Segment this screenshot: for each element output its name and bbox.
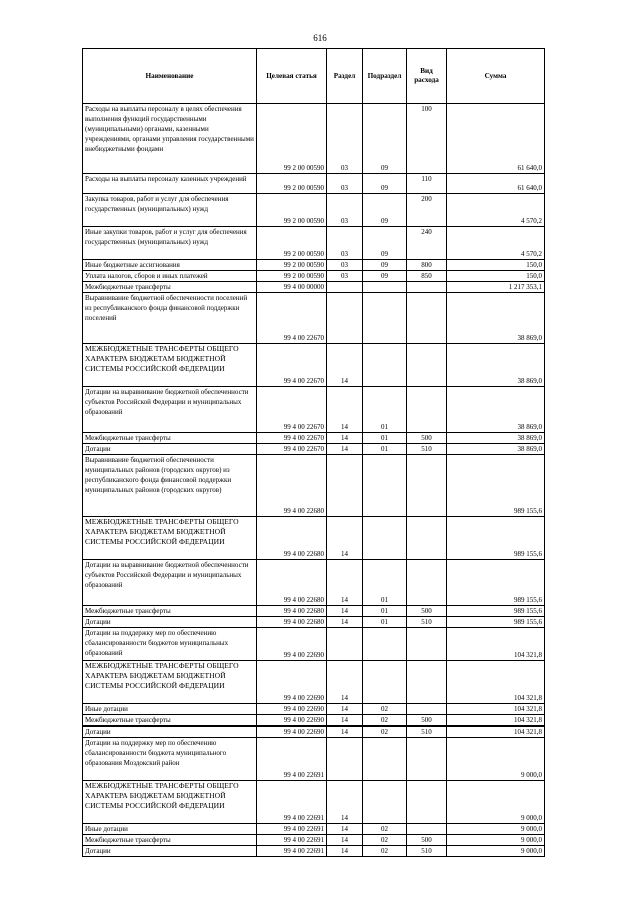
row-subsection	[363, 628, 407, 661]
row-target: 99 4 00 22691	[257, 781, 327, 824]
row-subsection: 01	[363, 433, 407, 444]
row-sum: 104 321,8	[447, 726, 545, 738]
budget-table	[82, 48, 545, 857]
table-row	[83, 738, 545, 781]
row-target: 99 4 00 22691	[257, 835, 327, 846]
table-row	[83, 387, 545, 433]
row-section: 14	[327, 715, 363, 727]
table-row	[83, 715, 545, 727]
row-sum: 38 869,0	[447, 344, 545, 387]
row-type	[407, 293, 447, 344]
row-name: Дотации	[83, 444, 257, 455]
row-name: Уплата налогов, сборов и иных платежей	[83, 271, 257, 282]
table-row	[83, 846, 545, 857]
row-sum: 4 570,2	[447, 227, 545, 260]
row-subsection: 09	[363, 227, 407, 260]
row-section: 14	[327, 781, 363, 824]
row-target: 99 4 00 22690	[257, 715, 327, 727]
row-target: 99 2 00 00590	[257, 260, 327, 271]
row-subsection: 02	[363, 704, 407, 715]
header-type: Вид расхода	[407, 49, 447, 104]
row-name: Межбюджетные трансферты	[83, 606, 257, 617]
row-subsection: 02	[363, 846, 407, 857]
table-row	[83, 174, 545, 194]
row-name: Иные бюджетные ассигнования	[83, 260, 257, 271]
row-section: 14	[327, 617, 363, 628]
row-target: 99 4 00 22690	[257, 628, 327, 661]
row-target: 99 4 00 22670	[257, 344, 327, 387]
row-name: МЕЖБЮДЖЕТНЫЕ ТРАНСФЕРТЫ ОБЩЕГО ХАРАКТЕРА БЮДЖЕТАМ БЮДЖЕТНОЙ СИСТЕМЫ РОССИЙСКОЙ ФЕДЕРАЦИИ	[83, 781, 257, 824]
table-row	[83, 433, 545, 444]
table-row	[83, 260, 545, 271]
row-type	[407, 738, 447, 781]
table-row	[83, 194, 545, 227]
row-subsection: 02	[363, 726, 407, 738]
row-subsection	[363, 738, 407, 781]
table-row	[83, 293, 545, 344]
row-target: 99 2 00 00590	[257, 194, 327, 227]
table-row	[83, 560, 545, 606]
row-type: 510	[407, 617, 447, 628]
row-name: Дотации	[83, 846, 257, 857]
row-name: Межбюджетные трансферты	[83, 715, 257, 727]
header-subsection: Подраздел	[363, 49, 407, 104]
row-type: 510	[407, 444, 447, 455]
row-subsection: 02	[363, 835, 407, 846]
row-target: 99 4 00 22690	[257, 704, 327, 715]
row-subsection	[363, 781, 407, 824]
row-name: Расходы на выплаты персоналу в целях обеспечения выполнения функций государственными (муниципальными) органами, казенными учреждениями, органами управления государственными внебюджетными фондами	[83, 104, 257, 174]
table-row	[83, 606, 545, 617]
row-subsection: 09	[363, 260, 407, 271]
row-sum: 104 321,8	[447, 715, 545, 727]
table-row	[83, 444, 545, 455]
row-name: Иные закупки товаров, работ и услуг для обеспечения государственных (муниципальных) нужд	[83, 227, 257, 260]
row-name: Выравнивание бюджетной обеспеченности поселений из республиканского фонда финансовой поддержки поселений	[83, 293, 257, 344]
row-name: Дотации на поддержку мер по обеспечению сбалансированности бюджета муниципального образования Моздокский район	[83, 738, 257, 781]
row-type	[407, 517, 447, 560]
row-target: 99 4 00 22680	[257, 455, 327, 517]
row-name: Дотации на поддержку мер по обеспечению сбалансированности бюджетов муниципальных образований	[83, 628, 257, 661]
row-name: Закупка товаров, работ и услуг для обеспечения государственных (муниципальных) нужд	[83, 194, 257, 227]
row-target: 99 2 00 00590	[257, 227, 327, 260]
header-sum: Сумма	[447, 49, 545, 104]
row-target: 99 4 00 22691	[257, 846, 327, 857]
row-section: 14	[327, 344, 363, 387]
row-section: 14	[327, 824, 363, 835]
row-sum: 104 321,8	[447, 661, 545, 704]
header-target: Целевая статья	[257, 49, 327, 104]
row-sum: 1 217 353,1	[447, 282, 545, 293]
table-row	[83, 824, 545, 835]
row-type: 500	[407, 835, 447, 846]
row-sum: 9 000,0	[447, 738, 545, 781]
row-sum: 989 155,6	[447, 617, 545, 628]
row-type	[407, 628, 447, 661]
row-type	[407, 387, 447, 433]
row-type: 100	[407, 104, 447, 174]
row-name: Расходы на выплаты персоналу казенных учреждений	[83, 174, 257, 194]
row-name: Межбюджетные трансферты	[83, 835, 257, 846]
row-section: 14	[327, 726, 363, 738]
table-row	[83, 835, 545, 846]
row-target: 99 4 00 22670	[257, 433, 327, 444]
row-type	[407, 661, 447, 704]
row-target: 99 4 00 22680	[257, 606, 327, 617]
row-sum: 38 869,0	[447, 444, 545, 455]
row-subsection: 01	[363, 617, 407, 628]
row-name: Дотации на выравнивание бюджетной обеспеченности субъектов Российской Федерации и муниципальных образований	[83, 560, 257, 606]
row-subsection: 02	[363, 824, 407, 835]
row-type: 510	[407, 846, 447, 857]
row-section: 14	[327, 704, 363, 715]
row-section: 14	[327, 606, 363, 617]
row-subsection	[363, 293, 407, 344]
row-name: МЕЖБЮДЖЕТНЫЕ ТРАНСФЕРТЫ ОБЩЕГО ХАРАКТЕРА БЮДЖЕТАМ БЮДЖЕТНОЙ СИСТЕМЫ РОССИЙСКОЙ ФЕДЕРАЦИИ	[83, 661, 257, 704]
table-row	[83, 704, 545, 715]
row-target: 99 4 00 22690	[257, 726, 327, 738]
row-name: Дотации на выравнивание бюджетной обеспеченности субъектов Российской Федерации и муниципальных образований	[83, 387, 257, 433]
row-name: Межбюджетные трансферты	[83, 433, 257, 444]
row-name: МЕЖБЮДЖЕТНЫЕ ТРАНСФЕРТЫ ОБЩЕГО ХАРАКТЕРА БЮДЖЕТАМ БЮДЖЕТНОЙ СИСТЕМЫ РОССИЙСКОЙ ФЕДЕРАЦИИ	[83, 517, 257, 560]
row-section: 14	[327, 846, 363, 857]
table-row	[83, 726, 545, 738]
row-subsection: 01	[363, 387, 407, 433]
row-subsection	[363, 455, 407, 517]
header-name: Наименование	[83, 49, 257, 104]
row-section: 03	[327, 194, 363, 227]
table-row	[83, 781, 545, 824]
table-row	[83, 661, 545, 704]
table-row	[83, 271, 545, 282]
row-subsection: 01	[363, 606, 407, 617]
row-sum: 4 570,2	[447, 194, 545, 227]
table-row	[83, 628, 545, 661]
row-sum: 38 869,0	[447, 387, 545, 433]
row-type: 240	[407, 227, 447, 260]
row-section: 03	[327, 271, 363, 282]
row-type: 800	[407, 260, 447, 271]
row-subsection: 09	[363, 104, 407, 174]
row-section	[327, 455, 363, 517]
row-subsection: 01	[363, 560, 407, 606]
table-row	[83, 104, 545, 174]
row-sum: 9 000,0	[447, 824, 545, 835]
row-sum: 989 155,6	[447, 517, 545, 560]
row-section	[327, 282, 363, 293]
row-type: 500	[407, 433, 447, 444]
row-section	[327, 628, 363, 661]
row-target: 99 4 00 22680	[257, 617, 327, 628]
row-section	[327, 293, 363, 344]
header-section: Раздел	[327, 49, 363, 104]
row-target: 99 4 00 22691	[257, 824, 327, 835]
row-subsection	[363, 282, 407, 293]
row-target: 99 2 00 00590	[257, 174, 327, 194]
page-number: 616	[313, 33, 327, 43]
row-sum: 989 155,6	[447, 606, 545, 617]
row-type	[407, 824, 447, 835]
row-name: Межбюджетные трансферты	[83, 282, 257, 293]
row-target: 99 2 00 00590	[257, 271, 327, 282]
row-section: 03	[327, 260, 363, 271]
row-name: Выравнивание бюджетной обеспеченности муниципальных районов (городских округов) из республиканского фонда финансовой поддержки муниципальных районов (городских округов)	[83, 455, 257, 517]
row-sum: 61 640,0	[447, 104, 545, 174]
row-section: 14	[327, 560, 363, 606]
row-name: Иные дотации	[83, 824, 257, 835]
row-name: Иные дотации	[83, 704, 257, 715]
row-sum: 150,0	[447, 271, 545, 282]
row-subsection: 09	[363, 194, 407, 227]
row-section: 14	[327, 433, 363, 444]
row-type: 500	[407, 715, 447, 727]
row-target: 99 4 00 22680	[257, 560, 327, 606]
table-row	[83, 455, 545, 517]
row-sum: 989 155,6	[447, 560, 545, 606]
row-type: 500	[407, 606, 447, 617]
row-sum: 9 000,0	[447, 835, 545, 846]
row-section: 03	[327, 104, 363, 174]
row-sum: 38 869,0	[447, 293, 545, 344]
row-subsection	[363, 661, 407, 704]
row-type: 510	[407, 726, 447, 738]
row-type: 110	[407, 174, 447, 194]
row-sum: 150,0	[447, 260, 545, 271]
row-target: 99 2 00 00590	[257, 104, 327, 174]
row-type	[407, 781, 447, 824]
header-row	[83, 49, 545, 104]
row-sum: 61 640,0	[447, 174, 545, 194]
row-section	[327, 738, 363, 781]
row-target: 99 4 00 00000	[257, 282, 327, 293]
row-sum: 38 869,0	[447, 433, 545, 444]
row-section: 03	[327, 174, 363, 194]
row-target: 99 4 00 22670	[257, 293, 327, 344]
row-name: МЕЖБЮДЖЕТНЫЕ ТРАНСФЕРТЫ ОБЩЕГО ХАРАКТЕРА БЮДЖЕТАМ БЮДЖЕТНОЙ СИСТЕМЫ РОССИЙСКОЙ ФЕДЕРАЦИИ	[83, 344, 257, 387]
table-body	[83, 104, 545, 857]
row-section: 14	[327, 444, 363, 455]
row-section: 14	[327, 835, 363, 846]
table-row	[83, 617, 545, 628]
row-sum: 104 321,8	[447, 628, 545, 661]
row-target: 99 4 00 22691	[257, 738, 327, 781]
row-subsection	[363, 344, 407, 387]
row-type: 200	[407, 194, 447, 227]
row-target: 99 4 00 22670	[257, 444, 327, 455]
table-row	[83, 517, 545, 560]
row-sum: 989 155,6	[447, 455, 545, 517]
row-target: 99 4 00 22680	[257, 517, 327, 560]
row-section: 14	[327, 517, 363, 560]
row-subsection	[363, 517, 407, 560]
row-subsection: 01	[363, 444, 407, 455]
table-row	[83, 344, 545, 387]
table-row	[83, 227, 545, 260]
row-section: 14	[327, 661, 363, 704]
row-type	[407, 560, 447, 606]
row-name: Дотации	[83, 617, 257, 628]
row-target: 99 4 00 22690	[257, 661, 327, 704]
row-target: 99 4 00 22670	[257, 387, 327, 433]
row-sum: 104 321,8	[447, 704, 545, 715]
row-subsection: 02	[363, 715, 407, 727]
row-sum: 9 000,0	[447, 781, 545, 824]
row-subsection: 09	[363, 174, 407, 194]
table-row	[83, 282, 545, 293]
row-name: Дотации	[83, 726, 257, 738]
row-type	[407, 344, 447, 387]
row-section: 14	[327, 387, 363, 433]
row-subsection: 09	[363, 271, 407, 282]
row-sum: 9 000,0	[447, 846, 545, 857]
row-type: 850	[407, 271, 447, 282]
row-type	[407, 455, 447, 517]
row-type	[407, 282, 447, 293]
row-section: 03	[327, 227, 363, 260]
row-type	[407, 704, 447, 715]
